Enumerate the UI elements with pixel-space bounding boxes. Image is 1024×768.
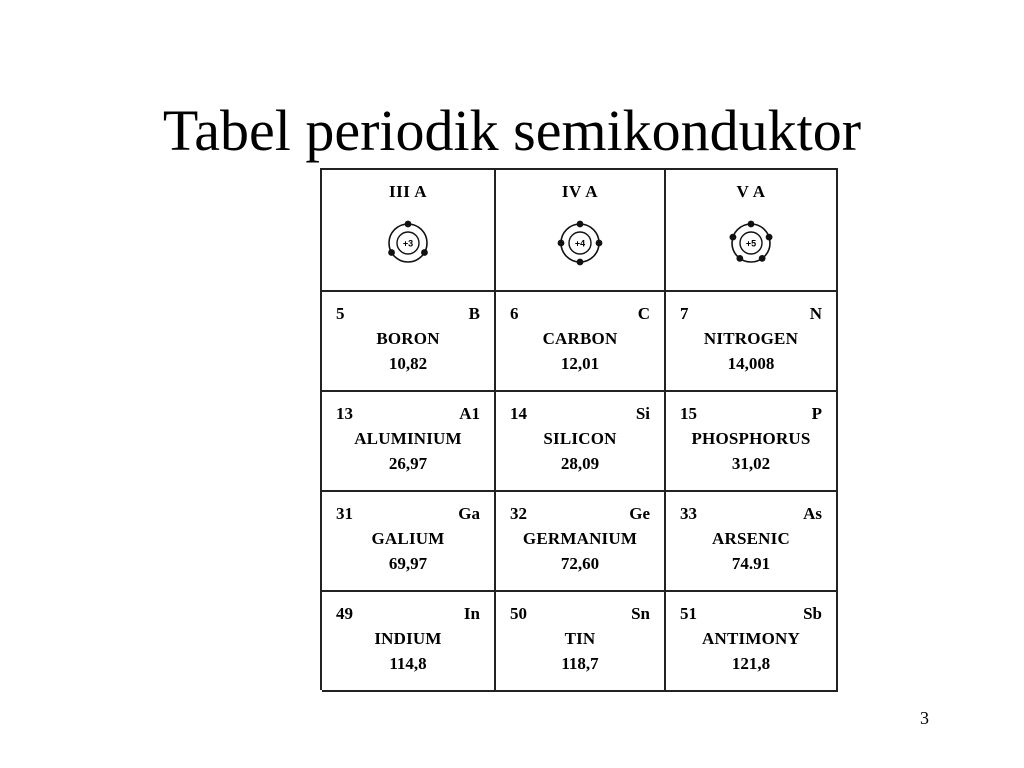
electron [558,240,565,247]
element-name: BORON [376,329,440,348]
element-name: ALUMINIUM [354,429,462,448]
electron [736,255,743,262]
electron [766,234,773,241]
element-symbol: In [463,604,480,623]
atom-icon [383,218,433,268]
element-symbol: N [809,304,822,323]
atomic-number: 31 [336,504,353,523]
electron [421,249,428,256]
element-row [322,492,838,592]
periodic-table [320,168,838,690]
element-cell [496,592,666,692]
element-symbol: C [637,304,650,323]
element-symbol: Sn [631,604,650,623]
element-row [322,592,838,692]
element-cell [666,492,838,592]
atomic-mass: 12,01 [560,354,600,373]
atomic-number: 7 [680,304,689,323]
slide-number: 3 [920,708,929,728]
electron [388,249,395,256]
electron [577,221,584,228]
element-cell [496,392,666,492]
element-name: TIN [564,629,596,648]
atomic-number: 51 [680,604,697,623]
element-cell [666,392,838,492]
electron [596,240,603,247]
atomic-number: 50 [510,604,527,623]
atom-diagram [383,218,433,268]
atom-icon [555,218,605,268]
element-symbol: As [803,504,822,523]
element-cell [496,492,666,592]
group-label: IV A [561,182,599,201]
element-name: NITROGEN [703,329,799,348]
group-header-cell [496,170,666,292]
atomic-mass: 69,97 [388,554,428,573]
group-label: V A [736,182,766,201]
nucleus-charge: +4 [574,238,586,249]
atomic-mass: 114,8 [389,654,427,673]
atomic-number: 49 [336,604,353,623]
electron [577,259,584,266]
element-name: ARSENIC [712,529,790,548]
atom-diagram [726,218,776,268]
element-name: CARBON [542,329,618,348]
element-name: INDIUM [374,629,442,648]
element-symbol: Si [635,404,650,423]
element-cell [322,492,496,592]
nucleus-charge: +3 [402,238,414,249]
element-name: GERMANIUM [522,529,638,548]
atomic-mass: 121,8 [731,654,771,673]
atomic-mass: 28,09 [560,454,600,473]
group-header-cell [322,170,496,292]
atomic-number: 6 [510,304,519,323]
element-cell [322,292,496,392]
group-header-cell [666,170,838,292]
element-symbol: Ge [629,504,650,523]
element-symbol: P [811,404,822,423]
element-cell [666,292,838,392]
element-cell [496,292,666,392]
atomic-mass: 10,82 [388,354,428,373]
element-symbol: Ga [458,504,480,523]
atomic-mass: 26,97 [388,454,428,473]
atomic-number: 13 [336,404,353,423]
atomic-number: 14 [510,404,527,423]
element-name: SILICON [543,429,617,448]
atomic-mass: 72,60 [560,554,600,573]
electron [405,221,412,228]
atomic-mass: 14,008 [727,354,775,373]
element-symbol: A1 [459,404,480,423]
element-cell [666,592,838,692]
atomic-number: 5 [336,304,345,323]
element-row [322,292,838,392]
element-cell [322,592,496,692]
electron [759,255,766,262]
atomic-number: 32 [510,504,527,523]
element-name: PHOSPHORUS [691,429,811,448]
electron [730,234,737,241]
element-name: GALIUM [371,529,445,548]
element-symbol: B [468,304,480,323]
element-symbol: Sb [803,604,822,623]
element-name: ANTIMONY [702,629,800,648]
slide-title: Tabel periodik semikonduktor [162,98,862,163]
atomic-mass: 74.91 [731,554,771,573]
group-header-row [322,170,838,292]
element-row [322,392,838,492]
electron [748,221,755,228]
atom-diagram [555,218,605,268]
element-cell [322,392,496,492]
atomic-mass: 31,02 [731,454,771,473]
atomic-number: 15 [680,404,697,423]
atom-icon [726,218,776,268]
group-label: III A [389,182,427,201]
atomic-mass: 118,7 [561,654,599,673]
nucleus-charge: +5 [745,238,757,249]
atomic-number: 33 [680,504,697,523]
